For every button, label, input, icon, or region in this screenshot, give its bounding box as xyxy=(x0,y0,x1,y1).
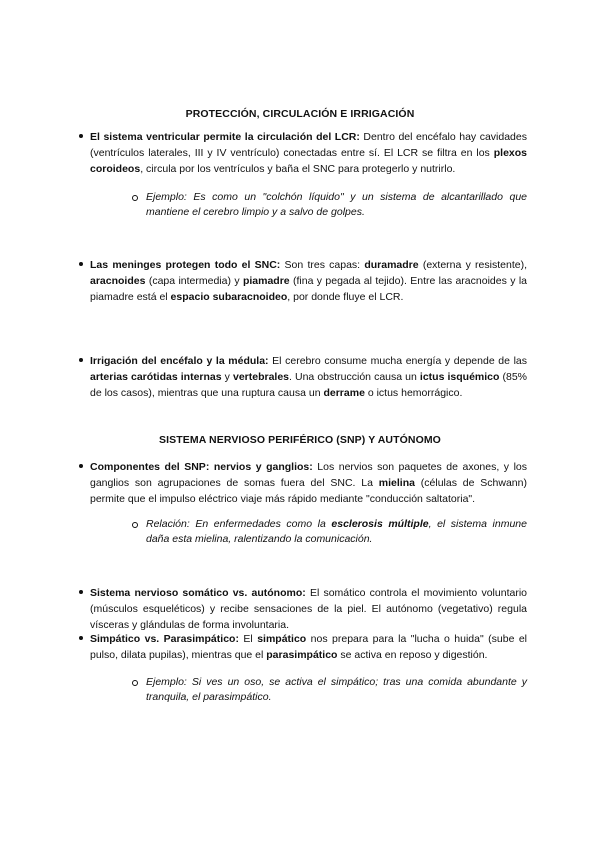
text: y xyxy=(221,371,233,383)
item-heading: Simpático vs. Parasimpático: xyxy=(90,633,239,645)
circle-bullet-icon xyxy=(132,680,138,686)
bullet-icon xyxy=(79,134,83,138)
list-item-meninges xyxy=(90,257,527,305)
text: (85% de los casos), mientras que una ruptura causa un xyxy=(90,371,527,399)
bullet-icon xyxy=(79,464,83,468)
example-text: Ejemplo: Es como un "colchón líquido" y un sistema de alcantarillado que mantiene el cerebro limpio y a salvo de golpes. xyxy=(146,191,527,218)
text: se activa en reposo y digestión. xyxy=(337,649,488,661)
bold-term: derrame xyxy=(323,387,365,399)
paragraph xyxy=(90,129,527,177)
circle-bullet-icon xyxy=(132,522,138,528)
text: Relación: En enfermedades como la xyxy=(146,518,332,530)
example-text: Ejemplo: Si ves un oso, se activa el simpático; tras una comida abundante y tranquila, el parasimpático. xyxy=(146,676,527,703)
text: , por donde fluye el LCR. xyxy=(287,291,404,303)
circle-bullet-icon xyxy=(132,195,138,201)
bullet-icon xyxy=(79,636,83,640)
bold-term: mielina xyxy=(378,477,415,489)
item-heading: Sistema nervioso somático vs. autónomo: xyxy=(90,587,306,599)
paragraph xyxy=(90,631,527,663)
relation-text xyxy=(146,517,527,547)
item-heading: Componentes del SNP: nervios y ganglios: xyxy=(90,461,313,473)
sub-item-example xyxy=(146,675,527,705)
list-item-componentes-snp xyxy=(90,459,527,507)
text: nos prepara para la "lucha o huida" (sube el pulso, dilata pupilas), mientras que el xyxy=(90,633,528,661)
text: (capa intermedia) y xyxy=(145,275,243,287)
item-heading: Irrigación del encéfalo y la médula: xyxy=(90,355,269,367)
bullet-icon xyxy=(79,262,83,266)
text: o ictus hemorrágico. xyxy=(364,387,463,399)
paragraph xyxy=(90,585,527,633)
bold-term: espacio subaracnoideo xyxy=(170,291,288,303)
bold-term: duramadre xyxy=(364,259,419,271)
bold-term: piamadre xyxy=(242,275,290,287)
paragraph xyxy=(90,257,527,305)
text: Dentro del encéfalo hay cavidades (ventrículos laterales, III y IV ventrículo) conectadas entre sí. El LCR se filtra en los xyxy=(90,131,527,159)
paragraph xyxy=(90,459,527,507)
text: , el sistema inmune daña esta mielina, ralentizando la comunicación. xyxy=(146,518,527,545)
list-item-somatico-autonomo xyxy=(90,585,527,633)
section-title-snp: SISTEMA NERVIOSO PERIFÉRICO (SNP) Y AUTÓNOMO xyxy=(159,434,441,446)
list-item-sistema-ventricular xyxy=(90,129,527,177)
sub-item-example xyxy=(146,190,527,220)
bold-term: arterias carótidas internas xyxy=(90,371,222,383)
bullet-icon xyxy=(79,358,83,362)
text: El somático controla el movimiento voluntario (músculos esqueléticos) y recibe sensaciones de la piel. El autónomo (vegetativo) regula vísceras y glándulas de forma involuntaria. xyxy=(90,587,527,631)
text: El cerebro consume mucha energía y depende de las xyxy=(268,355,528,367)
sub-item-relacion xyxy=(146,517,527,547)
bullet-icon xyxy=(79,590,83,594)
section-title-proteccion: PROTECCIÓN, CIRCULACIÓN E IRRIGACIÓN xyxy=(185,108,415,120)
list-item-irrigacion xyxy=(90,353,527,401)
bold-term: ictus isquémico xyxy=(419,371,500,383)
bold-term: vertebrales xyxy=(232,371,290,383)
text: , circula por los ventrículos y baña el SNC para protegerlo y nutrirlo. xyxy=(140,163,456,175)
text: (células de Schwann) permite que el impulso eléctrico viaje más rápido mediante "conducción saltatoria". xyxy=(90,477,527,505)
bold-term: aracnoides xyxy=(90,275,146,287)
item-heading: El sistema ventricular permite la circulación del LCR: xyxy=(90,131,360,143)
text: Son tres capas: xyxy=(280,259,365,271)
bold-term: simpático xyxy=(257,633,307,645)
text: . Una obstrucción causa un xyxy=(289,371,420,383)
bold-term: esclerosis múltiple xyxy=(331,518,429,530)
item-heading: Las meninges protegen todo el SNC: xyxy=(90,259,281,271)
bold-term: parasimpático xyxy=(266,649,338,661)
text: (fina y pegada al tejido). Entre las aracnoides y la piamadre está el xyxy=(90,275,527,303)
bold-term: plexos coroideos xyxy=(90,147,527,175)
text: El xyxy=(238,633,258,645)
text: (externa y resistente), xyxy=(418,259,527,271)
list-item-simpatico xyxy=(90,631,527,663)
text: Los nervios son paquetes de axones, y los ganglios son agrupaciones de somas fuera del SNC. La xyxy=(90,461,527,489)
paragraph xyxy=(90,353,527,401)
